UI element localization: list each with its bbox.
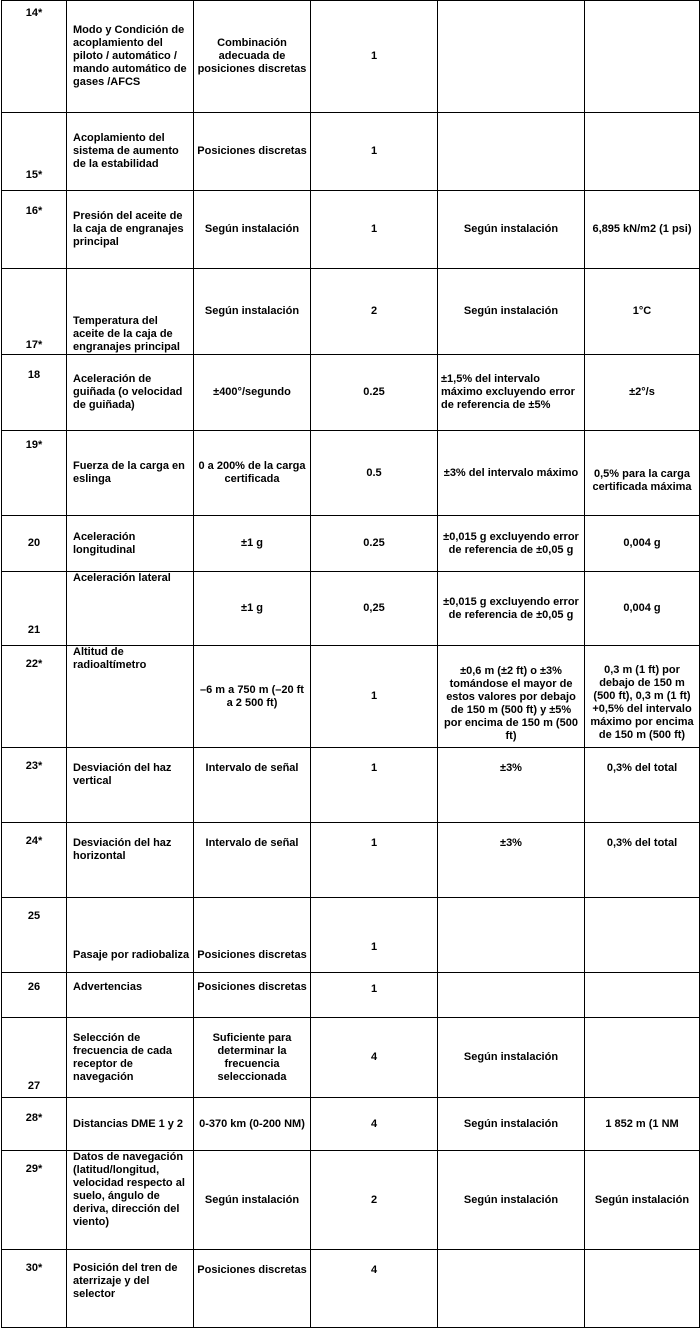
table-row [2,646,700,748]
table-row [2,572,700,646]
table-row [2,113,700,191]
interval-cell: 4 [311,1018,438,1098]
table-row [2,1,700,113]
accuracy-cell: Según instalación [438,191,585,269]
table-row [2,823,700,898]
param-name: Distancias DME 1 y 2 [67,1098,194,1151]
param-name: Presión del aceite de la caja de engranajes principal [67,191,194,269]
param-number: 22* [2,646,67,748]
resolution-cell [585,1250,700,1328]
interval-cell: 1 [311,823,438,898]
param-name: Aceleración lateral [67,572,194,646]
param-name: Selección de frecuencia de cada receptor de navegación [67,1018,194,1098]
accuracy-cell [438,1,585,113]
param-number: 19* [2,431,67,516]
table-row [2,355,700,431]
accuracy-cell: Según instalación [438,1151,585,1250]
interval-cell: 0,25 [311,572,438,646]
flight-data-parameters-table [1,0,700,1328]
range-cell: 0 a 200% de la carga certificada [194,431,311,516]
range-cell: Según instalación [194,269,311,355]
table-row [2,269,700,355]
param-name: Altitud de radioaltímetro [67,646,194,748]
interval-cell: 4 [311,1098,438,1151]
resolution-cell: 0,3% del total [585,823,700,898]
accuracy-cell: ±0,015 g excluyendo error de referencia de ±0,05 g [438,516,585,572]
resolution-cell: 0,3 m (1 ft) por debajo de 150 m (500 ft), 0,3 m (1 ft) +0,5% del intervalo máximo por encima de 150 m (500 ft) [585,646,700,748]
accuracy-cell: ±0,6 m (±2 ft) o ±3% tomándose el mayor de estos valores por debajo de 150 m (500 ft) y ±5% por encima de 150 m (500 ft) [438,646,585,748]
resolution-cell: 1 852 m (1 NM [585,1098,700,1151]
param-number: 25 [2,898,67,973]
table-row [2,1018,700,1098]
range-cell: ±1 g [194,516,311,572]
param-number: 20 [2,516,67,572]
table-row [2,431,700,516]
range-cell: –6 m a 750 m (–20 ft a 2 500 ft) [194,646,311,748]
param-name: Temperatura del aceite de la caja de engranajes principal [67,269,194,355]
param-number: 30* [2,1250,67,1328]
interval-cell: 2 [311,269,438,355]
range-cell: Posiciones discretas [194,1250,311,1328]
param-name: Pasaje por radiobaliza [67,898,194,973]
range-cell: Posiciones discretas [194,973,311,1018]
accuracy-cell [438,898,585,973]
param-number: 21 [2,572,67,646]
param-name: Modo y Condición de acoplamiento del piloto / automático / mando automático de gases /AFCS [67,1,194,113]
range-cell: 0-370 km (0-200 NM) [194,1098,311,1151]
resolution-cell: 0,004 g [585,516,700,572]
accuracy-cell [438,1250,585,1328]
table-row [2,516,700,572]
param-number: 28* [2,1098,67,1151]
accuracy-cell: Según instalación [438,269,585,355]
param-name: Aceleración longitudinal [67,516,194,572]
param-number: 18 [2,355,67,431]
table-row [2,898,700,973]
accuracy-cell: ±1,5% del intervalo máximo excluyendo error de referencia de ±5% [438,355,585,431]
param-number: 14* [2,1,67,113]
accuracy-cell: ±3% del intervalo máximo [438,431,585,516]
range-cell: Según instalación [194,191,311,269]
accuracy-cell: ±3% [438,748,585,823]
interval-cell: 1 [311,191,438,269]
resolution-cell [585,1,700,113]
table-row [2,1151,700,1250]
resolution-cell: 0,3% del total [585,748,700,823]
table-row [2,191,700,269]
resolution-cell [585,973,700,1018]
resolution-cell [585,113,700,191]
table-row [2,973,700,1018]
interval-cell: 0.25 [311,516,438,572]
range-cell: Intervalo de señal [194,748,311,823]
accuracy-cell: Según instalación [438,1018,585,1098]
param-number: 24* [2,823,67,898]
param-name: Aceleración de guiñada (o velocidad de guiñada) [67,355,194,431]
interval-cell: 4 [311,1250,438,1328]
range-cell: ±1 g [194,572,311,646]
resolution-cell [585,1018,700,1098]
range-cell: Según instalación [194,1151,311,1250]
param-number: 15* [2,113,67,191]
range-cell: ±400°/segundo [194,355,311,431]
param-number: 27 [2,1018,67,1098]
accuracy-cell: ±0,015 g excluyendo error de referencia de ±0,05 g [438,572,585,646]
resolution-cell: ±2°/s [585,355,700,431]
param-number: 23* [2,748,67,823]
param-name: Fuerza de la carga en eslinga [67,431,194,516]
table-row [2,1098,700,1151]
param-number: 26 [2,973,67,1018]
interval-cell: 1 [311,113,438,191]
range-cell: Intervalo de señal [194,823,311,898]
table-row [2,748,700,823]
interval-cell: 0.25 [311,355,438,431]
resolution-cell: Según instalación [585,1151,700,1250]
resolution-cell: 0,004 g [585,572,700,646]
interval-cell: 1 [311,1,438,113]
param-number: 17* [2,269,67,355]
interval-cell: 2 [311,1151,438,1250]
param-number: 29* [2,1151,67,1250]
accuracy-cell: ±3% [438,823,585,898]
param-name: Advertencias [67,973,194,1018]
range-cell: Suficiente para determinar la frecuencia seleccionada [194,1018,311,1098]
interval-cell: 0.5 [311,431,438,516]
accuracy-cell [438,973,585,1018]
resolution-cell: 0,5% para la carga certificada máxima [585,431,700,516]
param-name: Desviación del haz horizontal [67,823,194,898]
interval-cell: 1 [311,646,438,748]
interval-cell: 1 [311,898,438,973]
param-name: Posición del tren de aterrizaje y del selector [67,1250,194,1328]
range-cell: Combinación adecuada de posiciones discretas [194,1,311,113]
range-cell: Posiciones discretas [194,898,311,973]
accuracy-cell [438,113,585,191]
param-name: Desviación del haz vertical [67,748,194,823]
table-row [2,1250,700,1328]
interval-cell: 1 [311,748,438,823]
resolution-cell: 1°C [585,269,700,355]
accuracy-cell: Según instalación [438,1098,585,1151]
param-name: Acoplamiento del sistema de aumento de la estabilidad [67,113,194,191]
param-number: 16* [2,191,67,269]
range-cell: Posiciones discretas [194,113,311,191]
resolution-cell: 6,895 kN/m2 (1 psi) [585,191,700,269]
param-name: Datos de navegación (latitud/longitud, velocidad respecto al suelo, ángulo de deriva, dirección del viento) [67,1151,194,1250]
interval-cell: 1 [311,973,438,1018]
resolution-cell [585,898,700,973]
